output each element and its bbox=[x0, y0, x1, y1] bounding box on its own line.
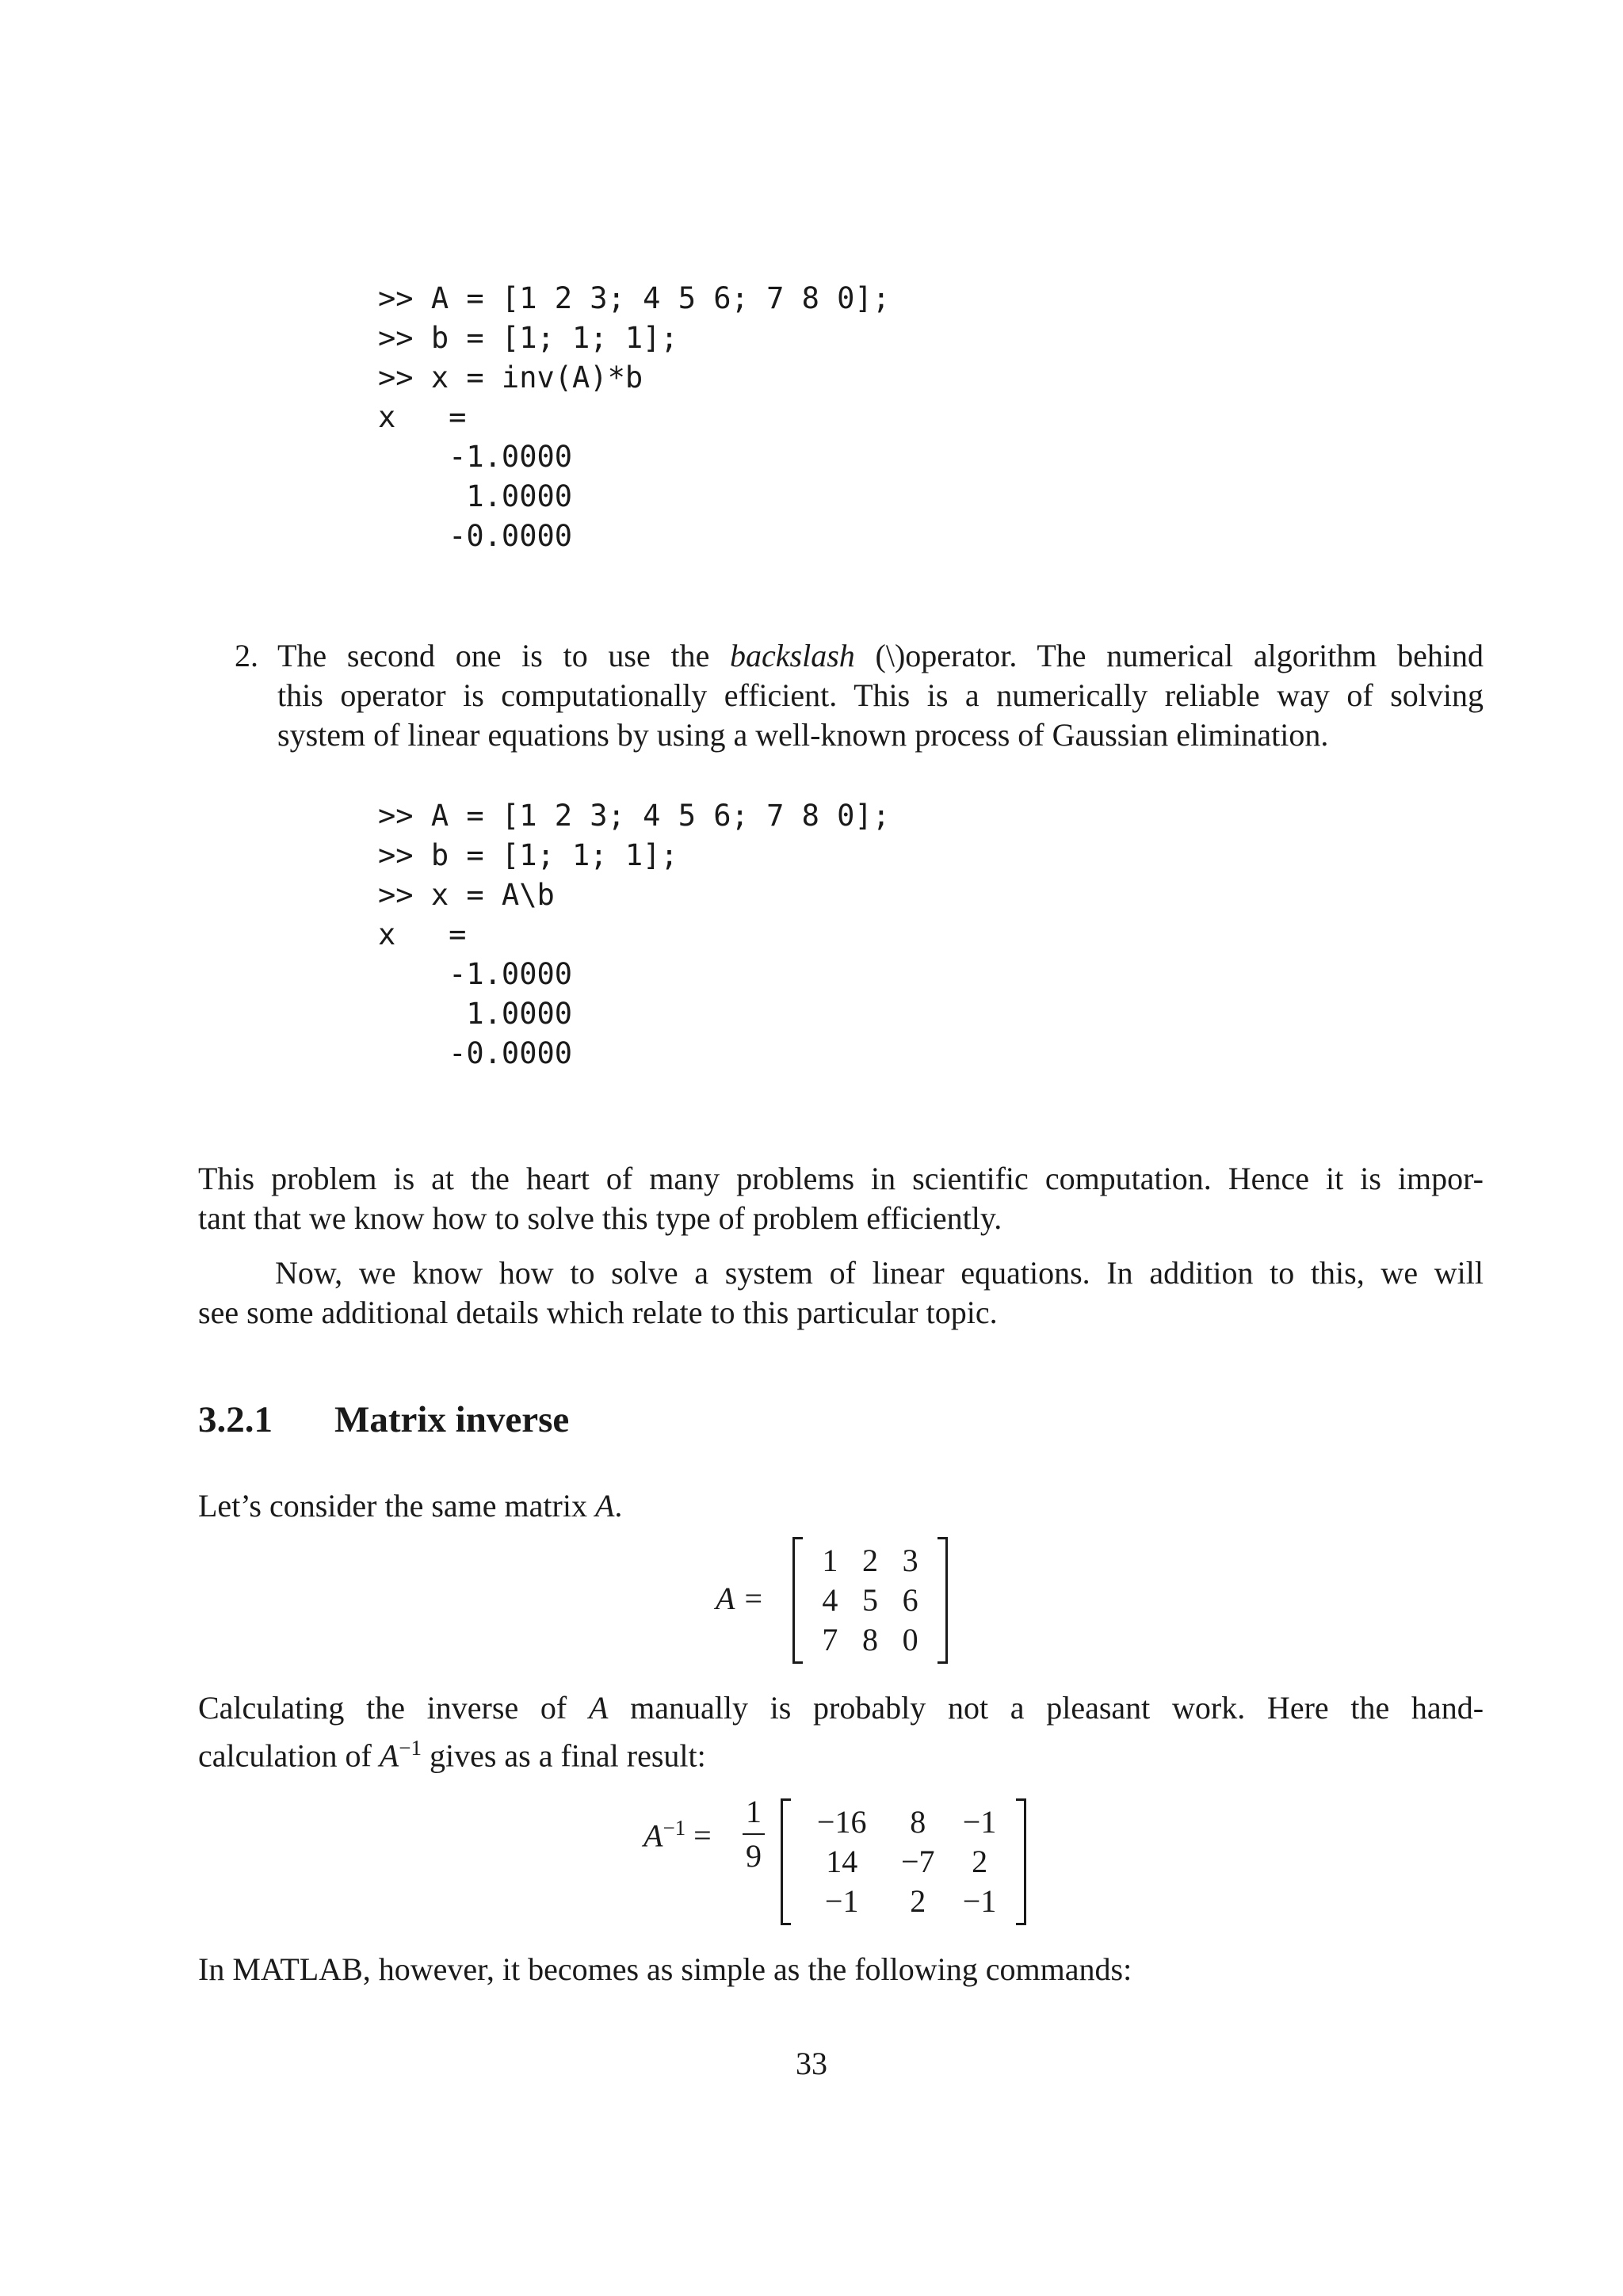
matrix-cell: −1 bbox=[962, 1804, 997, 1840]
code-line: -1.0000 bbox=[378, 957, 573, 991]
paragraph-text: Calculating the inverse of bbox=[198, 1690, 589, 1726]
left-bracket bbox=[792, 1537, 803, 1664]
paragraph-line: see some additional details which relate to this particular topic. bbox=[198, 1295, 998, 1330]
code-line: >> b = [1; 1; 1]; bbox=[378, 321, 678, 355]
equation-lhs bbox=[643, 1816, 712, 1854]
paragraph-line bbox=[198, 1688, 1484, 1728]
list-item-text: (\)operator. The numerical algorithm behind bbox=[854, 638, 1484, 673]
code-line: -1.0000 bbox=[378, 440, 573, 474]
fraction bbox=[743, 1792, 765, 1876]
matrix-entries bbox=[796, 1802, 1010, 1921]
matrix bbox=[781, 1798, 1026, 1925]
matrix-cell: 0 bbox=[902, 1622, 918, 1657]
code-line: 1.0000 bbox=[378, 997, 573, 1031]
matrix-cell: 2 bbox=[861, 1543, 878, 1578]
matrix-cell: 2 bbox=[972, 1844, 988, 1879]
matrix-cell: 14 bbox=[826, 1844, 858, 1879]
math-symbol: A bbox=[588, 1690, 609, 1726]
paragraph-text: calculation of bbox=[198, 1737, 380, 1774]
matrix-cell: −7 bbox=[900, 1844, 935, 1879]
section-number: 3.2.1 bbox=[198, 1399, 273, 1440]
code-line: 1.0000 bbox=[378, 479, 573, 513]
paragraph-line bbox=[198, 1486, 622, 1526]
superscript: −1 bbox=[663, 1816, 686, 1840]
matrix-cell: −1 bbox=[824, 1883, 859, 1919]
paragraph-line bbox=[198, 1728, 706, 1775]
emphasis-backslash: backslash bbox=[730, 638, 855, 673]
paragraph-line: In MATLAB, however, it becomes as simple as the following commands: bbox=[198, 1951, 1132, 1987]
matrix-cell: 5 bbox=[861, 1582, 878, 1618]
matrix-cell: 7 bbox=[822, 1622, 838, 1657]
code-line: x = bbox=[378, 917, 467, 952]
fraction-numerator: 1 bbox=[746, 1794, 762, 1829]
fraction-denominator: 9 bbox=[746, 1838, 762, 1874]
equation-lhs bbox=[716, 1580, 762, 1617]
paragraph-text: . bbox=[614, 1488, 623, 1524]
math-symbol: A bbox=[716, 1581, 735, 1616]
code-line: >> A = [1 2 3; 4 5 6; 7 8 0]; bbox=[378, 799, 891, 833]
paragraph-line: tant that we know how to solve this type of problem efficiently. bbox=[198, 1200, 1002, 1236]
math-symbol: A bbox=[643, 1817, 663, 1854]
code-line: x = bbox=[378, 400, 467, 434]
code-block-backslash bbox=[378, 796, 890, 1074]
equals-sign: = bbox=[693, 1817, 712, 1854]
superscript: −1 bbox=[399, 1736, 422, 1760]
matrix-cell: 1 bbox=[822, 1543, 838, 1578]
right-bracket bbox=[1016, 1798, 1026, 1925]
section-title: Matrix inverse bbox=[334, 1399, 570, 1440]
section-heading bbox=[198, 1396, 569, 1444]
list-item-line: system of linear equations by using a well-known process of Gaussian elimination. bbox=[277, 717, 1329, 753]
list-item-line: this operator is computationally efficient. This is a numerically reliable way of solving bbox=[277, 677, 1484, 713]
matrix-cell: 4 bbox=[822, 1582, 838, 1618]
math-symbol: A bbox=[379, 1737, 399, 1774]
matrix-cell: 2 bbox=[910, 1883, 926, 1919]
fraction-bar bbox=[743, 1833, 765, 1835]
code-line: >> x = inv(A)*b bbox=[378, 360, 643, 395]
page-number: 33 bbox=[796, 2046, 827, 2081]
code-line: >> b = [1; 1; 1]; bbox=[378, 838, 678, 872]
matrix-cell: 8 bbox=[861, 1622, 878, 1657]
matrix-cell: −16 bbox=[816, 1804, 867, 1840]
paragraph-line: This problem is at the heart of many problems in scientific computation. Hence it is impor- bbox=[198, 1161, 1484, 1196]
paragraph-text: gives as a final result: bbox=[421, 1737, 706, 1774]
equals-sign: = bbox=[744, 1581, 762, 1616]
list-item-text: The second one is to use the bbox=[277, 638, 731, 673]
list-item-line bbox=[277, 636, 1484, 676]
matrix-entries bbox=[810, 1541, 930, 1660]
paragraph-line: Now, we know how to solve a system of linear equations. In addition to this, we will bbox=[275, 1255, 1484, 1291]
left-bracket bbox=[781, 1798, 791, 1925]
right-bracket bbox=[938, 1537, 948, 1664]
list-item-number: 2. bbox=[235, 638, 258, 673]
matrix-cell: 6 bbox=[902, 1582, 918, 1618]
matrix-cell: 3 bbox=[902, 1543, 918, 1578]
code-line: -0.0000 bbox=[378, 1036, 573, 1070]
paragraph-text: Let’s consider the same matrix bbox=[198, 1488, 595, 1524]
matrix-cell: 8 bbox=[910, 1804, 926, 1840]
matrix bbox=[792, 1537, 948, 1664]
paragraph-text: manually is probably not a pleasant work. Here the hand- bbox=[608, 1690, 1484, 1726]
code-line: >> x = A\b bbox=[378, 878, 555, 912]
math-symbol: A bbox=[594, 1488, 615, 1524]
code-line: >> A = [1 2 3; 4 5 6; 7 8 0]; bbox=[378, 281, 891, 315]
code-block-inv bbox=[378, 279, 890, 556]
code-line: -0.0000 bbox=[378, 519, 573, 553]
matrix-cell: −1 bbox=[962, 1883, 997, 1919]
